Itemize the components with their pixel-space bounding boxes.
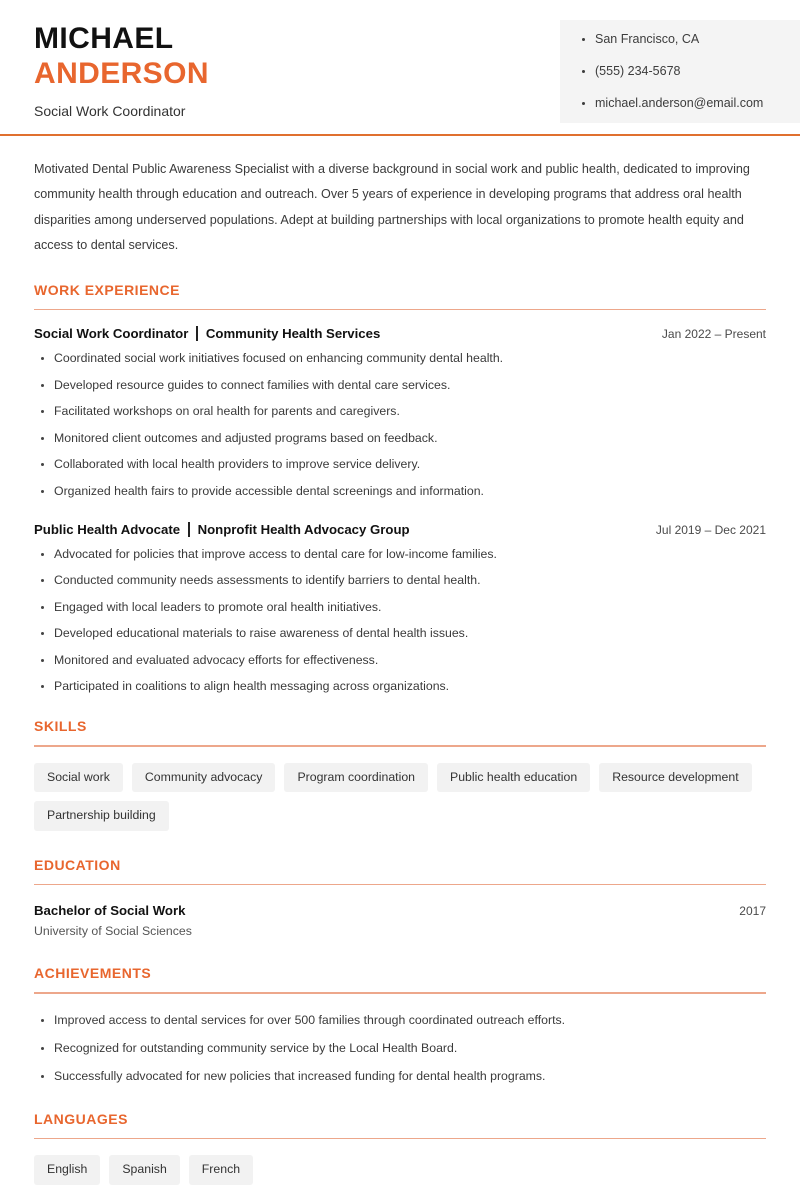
first-name: MICHAEL — [34, 22, 174, 55]
education-entry — [34, 903, 766, 938]
experience-entry — [34, 326, 766, 499]
list-item: Monitored and evaluated advocacy efforts for effectiveness. — [34, 653, 766, 669]
contact-phone[interactable]: (555) 234-5678 — [582, 65, 800, 79]
contact-email[interactable]: michael.anderson@email.com — [582, 97, 800, 111]
section-title-skills: SKILLS — [34, 718, 87, 735]
section-achievements — [34, 965, 766, 1084]
contact-list — [582, 33, 800, 110]
education-degree: Bachelor of Social Work — [34, 903, 186, 919]
language-tag: English — [34, 1155, 100, 1185]
experience-title — [34, 326, 380, 341]
experience-date: Jul 2019 – Dec 2021 — [655, 522, 766, 537]
title-separator-icon — [196, 326, 198, 341]
list-item: Developed educational materials to raise awareness of dental health issues. — [34, 626, 766, 642]
language-tag: Spanish — [109, 1155, 179, 1185]
education-school: University of Social Sciences — [34, 924, 192, 939]
section-work-experience — [34, 282, 766, 695]
section-rule — [34, 1138, 766, 1140]
list-item: Improved access to dental services for over 500 families through coordinated outreach efforts. — [34, 1013, 766, 1029]
education-year: 2017 — [739, 904, 766, 919]
list-item: Coordinated social work initiatives focused on enhancing community dental health. — [34, 351, 766, 367]
experience-bullets — [34, 351, 766, 499]
languages-list — [34, 1155, 766, 1185]
identity-block — [0, 0, 209, 119]
achievements-list — [34, 1013, 766, 1085]
list-item: Facilitated workshops on oral health for parents and caregivers. — [34, 404, 766, 420]
experience-bullets — [34, 547, 766, 695]
section-education — [34, 857, 766, 939]
skill-tag: Resource development — [599, 763, 751, 793]
skill-tag: Program coordination — [284, 763, 428, 793]
section-rule — [34, 992, 766, 994]
list-item: Advocated for policies that improve access to dental care for low-income families. — [34, 547, 766, 563]
section-rule — [34, 309, 766, 311]
resume-header — [0, 0, 800, 136]
language-tag: French — [189, 1155, 253, 1185]
list-item: Engaged with local leaders to promote oral health initiatives. — [34, 600, 766, 616]
skill-tag: Community advocacy — [132, 763, 276, 793]
section-title-languages: LANGUAGES — [34, 1110, 128, 1127]
last-name: ANDERSON — [34, 56, 209, 90]
experience-role: Public Health Advocate — [34, 521, 181, 537]
contact-box — [560, 20, 800, 123]
skill-tag: Social work — [34, 763, 123, 793]
experience-date: Jan 2022 – Present — [661, 327, 766, 342]
experience-entry — [34, 522, 766, 695]
experience-title — [34, 522, 410, 537]
list-item: Recognized for outstanding community service by the Local Health Board. — [34, 1041, 766, 1057]
section-rule — [34, 745, 766, 747]
list-item: Conducted community needs assessments to identify barriers to dental health. — [34, 573, 766, 589]
professional-summary: Motivated Dental Public Awareness Specialist with a diverse background in social work and public health, dedicated to improving community health through education and outreach. Over 5 years of experience in developing programs that address oral health disparities among underserved populations. Adept at building partnerships with local organizations to promote health equity and access to dental services. — [34, 162, 750, 253]
section-skills — [34, 718, 766, 831]
list-item: Participated in coalitions to align health messaging across organizations. — [34, 679, 766, 695]
header-divider — [0, 134, 800, 136]
list-item: Monitored client outcomes and adjusted programs based on feedback. — [34, 431, 766, 447]
resume-body — [0, 157, 800, 1185]
experience-organization: Community Health Services — [205, 326, 381, 342]
section-title-achievements: ACHIEVEMENTS — [34, 965, 152, 982]
section-title-education: EDUCATION — [34, 856, 121, 873]
section-rule — [34, 884, 766, 886]
skill-tag: Public health education — [437, 763, 590, 793]
list-item: Developed resource guides to connect families with dental care services. — [34, 378, 766, 394]
section-title-work-experience: WORK EXPERIENCE — [34, 281, 180, 298]
skill-tag: Partnership building — [34, 801, 169, 831]
experience-organization: Nonprofit Health Advocacy Group — [197, 521, 410, 537]
header-job-title: Social Work Coordinator — [34, 102, 186, 119]
list-item: Successfully advocated for new policies that increased funding for dental health programs. — [34, 1069, 766, 1085]
contact-location[interactable]: San Francisco, CA — [582, 33, 800, 47]
list-item: Collaborated with local health providers to improve service delivery. — [34, 457, 766, 473]
list-item: Organized health fairs to provide accessible dental screenings and information. — [34, 484, 766, 500]
skills-list — [34, 763, 766, 831]
section-languages — [34, 1111, 766, 1185]
experience-role: Social Work Coordinator — [34, 326, 189, 342]
title-separator-icon — [188, 522, 190, 537]
